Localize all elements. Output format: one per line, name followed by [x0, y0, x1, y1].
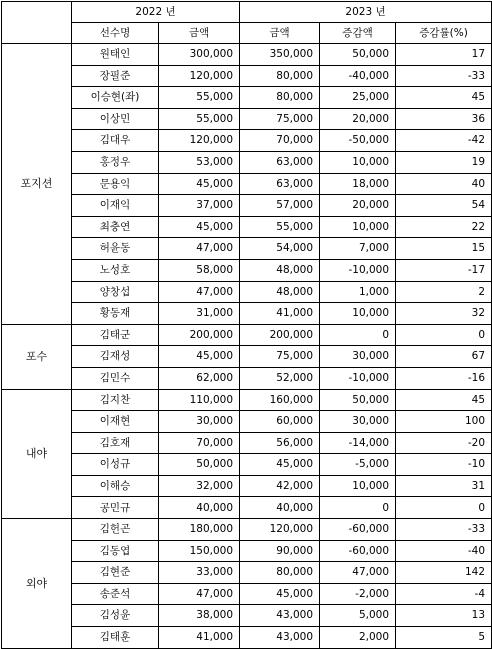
- amount-2022-cell: 30,000: [159, 411, 240, 433]
- rate-cell: -33: [396, 519, 492, 541]
- rate-cell: -16: [396, 367, 492, 389]
- change-cell: 2,000: [320, 627, 396, 649]
- amount-2023-cell: 70,000: [240, 130, 320, 152]
- table-row: [2, 475, 492, 497]
- change-cell: 20,000: [320, 108, 396, 130]
- table-row: [2, 605, 492, 627]
- salary-table: [1, 1, 492, 649]
- change-cell: -14,000: [320, 432, 396, 454]
- amount-2023-cell: 43,000: [240, 605, 320, 627]
- table-row: [2, 367, 492, 389]
- amount-2022-cell: 45,000: [159, 346, 240, 368]
- player-name-cell: 이성규: [72, 454, 159, 476]
- amount-2023-cell: 63,000: [240, 151, 320, 173]
- player-name-cell: 양창섭: [72, 281, 159, 303]
- rate-cell: -33: [396, 65, 492, 87]
- amount-2023-cell: 48,000: [240, 281, 320, 303]
- rate-cell: 40: [396, 173, 492, 195]
- amount-2022-cell: 150,000: [159, 540, 240, 562]
- change-cell: 10,000: [320, 216, 396, 238]
- table-row: [2, 44, 492, 66]
- table-row: [2, 346, 492, 368]
- rate-cell: -4: [396, 583, 492, 605]
- rate-cell: 5: [396, 627, 492, 649]
- player-name-cell: 최충연: [72, 216, 159, 238]
- header-rate: 증감률(%): [396, 23, 492, 44]
- table-row: [2, 108, 492, 130]
- amount-2022-cell: 110,000: [159, 389, 240, 411]
- change-cell: -50,000: [320, 130, 396, 152]
- rate-cell: -40: [396, 540, 492, 562]
- amount-2023-cell: 120,000: [240, 519, 320, 541]
- rate-cell: 45: [396, 87, 492, 109]
- amount-2023-cell: 160,000: [240, 389, 320, 411]
- amount-2023-cell: 54,000: [240, 238, 320, 260]
- header-row-years: [2, 2, 492, 23]
- table-row: [2, 151, 492, 173]
- amount-2022-cell: 45,000: [159, 173, 240, 195]
- table-row: [2, 583, 492, 605]
- amount-2022-cell: 53,000: [159, 151, 240, 173]
- amount-2023-cell: 200,000: [240, 324, 320, 346]
- player-name-cell: 황동재: [72, 303, 159, 325]
- change-cell: 10,000: [320, 303, 396, 325]
- header-change: 증감액: [320, 23, 396, 44]
- rate-cell: -10: [396, 454, 492, 476]
- amount-2022-cell: 37,000: [159, 195, 240, 217]
- table-row: [2, 454, 492, 476]
- change-cell: 5,000: [320, 605, 396, 627]
- amount-2022-cell: 200,000: [159, 324, 240, 346]
- amount-2022-cell: 32,000: [159, 475, 240, 497]
- player-name-cell: 김대우: [72, 130, 159, 152]
- amount-2022-cell: 47,000: [159, 238, 240, 260]
- table-row: [2, 562, 492, 584]
- amount-2023-cell: 55,000: [240, 216, 320, 238]
- rate-cell: -17: [396, 259, 492, 281]
- amount-2023-cell: 45,000: [240, 583, 320, 605]
- amount-2023-cell: 90,000: [240, 540, 320, 562]
- amount-2022-cell: 55,000: [159, 87, 240, 109]
- header-year-2023: 2023 년: [240, 2, 492, 23]
- position-cell: 포수: [2, 324, 72, 389]
- player-name-cell: 이재현: [72, 411, 159, 433]
- header-amount-2022: 금액: [159, 23, 240, 44]
- header-amount-2023: 금액: [240, 23, 320, 44]
- player-name-cell: 원태인: [72, 44, 159, 66]
- amount-2023-cell: 80,000: [240, 87, 320, 109]
- change-cell: 1,000: [320, 281, 396, 303]
- change-cell: -5,000: [320, 454, 396, 476]
- player-name-cell: 김태훈: [72, 627, 159, 649]
- amount-2022-cell: 58,000: [159, 259, 240, 281]
- table-row: [2, 627, 492, 649]
- position-cell: 포지션: [2, 44, 72, 325]
- table-row: [2, 497, 492, 519]
- rate-cell: 17: [396, 44, 492, 66]
- table-row: [2, 432, 492, 454]
- player-name-cell: 노성호: [72, 259, 159, 281]
- amount-2022-cell: 38,000: [159, 605, 240, 627]
- player-name-cell: 이승현(좌): [72, 87, 159, 109]
- table-row: [2, 216, 492, 238]
- rate-cell: 2: [396, 281, 492, 303]
- amount-2023-cell: 80,000: [240, 562, 320, 584]
- player-name-cell: 장필준: [72, 65, 159, 87]
- amount-2022-cell: 40,000: [159, 497, 240, 519]
- rate-cell: 0: [396, 497, 492, 519]
- table-row: [2, 65, 492, 87]
- table-row: [2, 411, 492, 433]
- amount-2022-cell: 62,000: [159, 367, 240, 389]
- table-row: [2, 238, 492, 260]
- position-cell: 내야: [2, 389, 72, 519]
- header-name: 선수명: [72, 23, 159, 44]
- amount-2022-cell: 300,000: [159, 44, 240, 66]
- rate-cell: 0: [396, 324, 492, 346]
- player-name-cell: 공민규: [72, 497, 159, 519]
- amount-2023-cell: 41,000: [240, 303, 320, 325]
- rate-cell: 31: [396, 475, 492, 497]
- change-cell: 30,000: [320, 411, 396, 433]
- change-cell: -10,000: [320, 259, 396, 281]
- header-year-2022: 2022 년: [72, 2, 240, 23]
- player-name-cell: 김동엽: [72, 540, 159, 562]
- change-cell: 0: [320, 497, 396, 519]
- player-name-cell: 김지찬: [72, 389, 159, 411]
- header-corner: [2, 2, 72, 44]
- change-cell: 7,000: [320, 238, 396, 260]
- change-cell: -10,000: [320, 367, 396, 389]
- rate-cell: 19: [396, 151, 492, 173]
- rate-cell: 13: [396, 605, 492, 627]
- change-cell: 10,000: [320, 151, 396, 173]
- amount-2023-cell: 43,000: [240, 627, 320, 649]
- rate-cell: 54: [396, 195, 492, 217]
- amount-2022-cell: 33,000: [159, 562, 240, 584]
- table-row: [2, 130, 492, 152]
- table-row: [2, 281, 492, 303]
- change-cell: 20,000: [320, 195, 396, 217]
- change-cell: -60,000: [320, 540, 396, 562]
- table-row: [2, 303, 492, 325]
- amount-2022-cell: 45,000: [159, 216, 240, 238]
- rate-cell: 45: [396, 389, 492, 411]
- rate-cell: 32: [396, 303, 492, 325]
- amount-2023-cell: 48,000: [240, 259, 320, 281]
- amount-2023-cell: 52,000: [240, 367, 320, 389]
- player-name-cell: 김태군: [72, 324, 159, 346]
- table-row: [2, 540, 492, 562]
- table-row: [2, 87, 492, 109]
- table-row: [2, 259, 492, 281]
- amount-2023-cell: 56,000: [240, 432, 320, 454]
- rate-cell: 100: [396, 411, 492, 433]
- rate-cell: 67: [396, 346, 492, 368]
- player-name-cell: 이상민: [72, 108, 159, 130]
- table-row: [2, 519, 492, 541]
- amount-2022-cell: 50,000: [159, 454, 240, 476]
- amount-2023-cell: 57,000: [240, 195, 320, 217]
- change-cell: 50,000: [320, 44, 396, 66]
- player-name-cell: 김현준: [72, 562, 159, 584]
- amount-2022-cell: 47,000: [159, 281, 240, 303]
- position-cell: 외야: [2, 519, 72, 649]
- amount-2022-cell: 31,000: [159, 303, 240, 325]
- table-row: [2, 389, 492, 411]
- amount-2023-cell: 75,000: [240, 346, 320, 368]
- amount-2022-cell: 120,000: [159, 65, 240, 87]
- rate-cell: -42: [396, 130, 492, 152]
- change-cell: 10,000: [320, 475, 396, 497]
- table-row: [2, 195, 492, 217]
- change-cell: 47,000: [320, 562, 396, 584]
- amount-2023-cell: 80,000: [240, 65, 320, 87]
- change-cell: 18,000: [320, 173, 396, 195]
- amount-2022-cell: 120,000: [159, 130, 240, 152]
- amount-2023-cell: 350,000: [240, 44, 320, 66]
- player-name-cell: 송준석: [72, 583, 159, 605]
- player-name-cell: 김성윤: [72, 605, 159, 627]
- player-name-cell: 문용익: [72, 173, 159, 195]
- table-row: [2, 173, 492, 195]
- change-cell: -60,000: [320, 519, 396, 541]
- change-cell: 30,000: [320, 346, 396, 368]
- header-row-columns: [2, 23, 492, 44]
- player-name-cell: 김호재: [72, 432, 159, 454]
- amount-2023-cell: 40,000: [240, 497, 320, 519]
- amount-2022-cell: 70,000: [159, 432, 240, 454]
- change-cell: 25,000: [320, 87, 396, 109]
- table-row: [2, 324, 492, 346]
- change-cell: 0: [320, 324, 396, 346]
- amount-2023-cell: 45,000: [240, 454, 320, 476]
- rate-cell: 36: [396, 108, 492, 130]
- player-name-cell: 이재익: [72, 195, 159, 217]
- player-name-cell: 허윤동: [72, 238, 159, 260]
- player-name-cell: 홍정우: [72, 151, 159, 173]
- table-body: [2, 44, 492, 649]
- amount-2023-cell: 60,000: [240, 411, 320, 433]
- amount-2022-cell: 180,000: [159, 519, 240, 541]
- amount-2023-cell: 75,000: [240, 108, 320, 130]
- amount-2022-cell: 41,000: [159, 627, 240, 649]
- rate-cell: 142: [396, 562, 492, 584]
- player-name-cell: 이해승: [72, 475, 159, 497]
- change-cell: 50,000: [320, 389, 396, 411]
- rate-cell: 22: [396, 216, 492, 238]
- change-cell: -2,000: [320, 583, 396, 605]
- amount-2022-cell: 47,000: [159, 583, 240, 605]
- rate-cell: -20: [396, 432, 492, 454]
- player-name-cell: 김민수: [72, 367, 159, 389]
- player-name-cell: 김헌곤: [72, 519, 159, 541]
- amount-2022-cell: 55,000: [159, 108, 240, 130]
- amount-2023-cell: 42,000: [240, 475, 320, 497]
- rate-cell: 15: [396, 238, 492, 260]
- change-cell: -40,000: [320, 65, 396, 87]
- player-name-cell: 김재성: [72, 346, 159, 368]
- amount-2023-cell: 63,000: [240, 173, 320, 195]
